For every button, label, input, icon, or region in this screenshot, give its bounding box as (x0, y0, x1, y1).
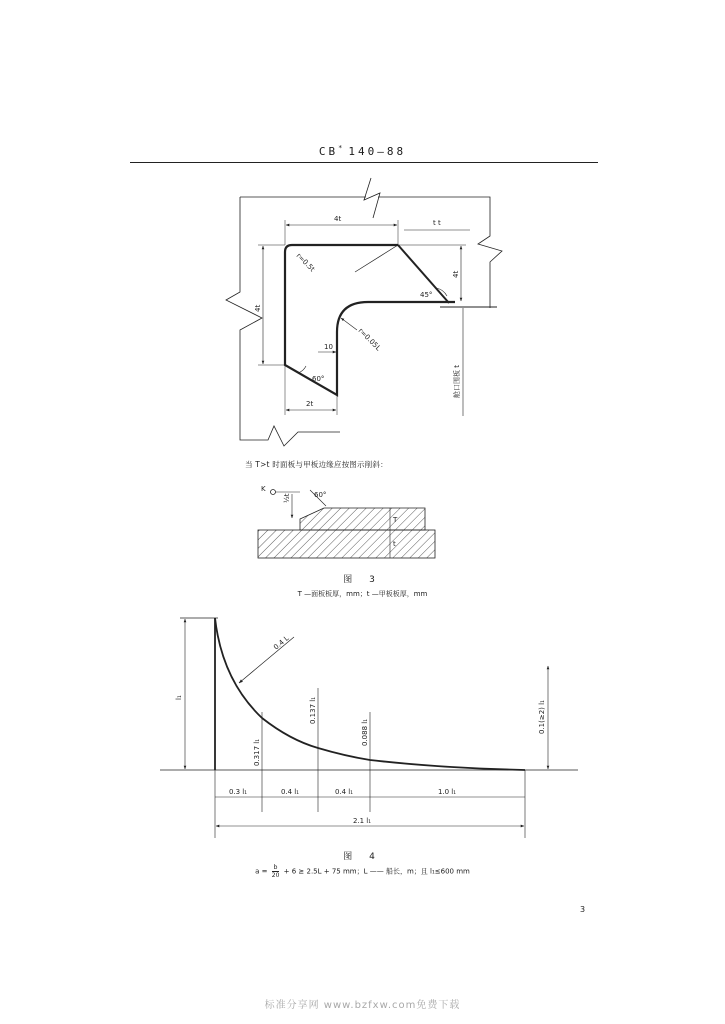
boundary-line-top-right (240, 178, 502, 308)
bend-radius-leader (341, 318, 357, 330)
figure-3-legend: T —面板板厚，mm；t —甲板板厚，mm (297, 590, 428, 598)
formula-lhs: a = (255, 867, 268, 876)
label-detail-slope: ½t (283, 493, 291, 503)
label-dim-gap: 10 (324, 343, 333, 351)
figure-3-note: 当 T>t 时面板与甲板边缘应按图示削斜： (245, 460, 388, 469)
formula-numerator: b (273, 864, 278, 871)
face-plate-section (300, 508, 425, 530)
detail-marker-circle (271, 490, 276, 495)
label-height: l₁ (175, 695, 183, 700)
dim-ext-top (285, 220, 398, 245)
label-dim-left: 4t (254, 304, 262, 312)
formula-fraction (272, 864, 280, 879)
label-ordinate-3: 0.088 l₁ (361, 718, 369, 746)
label-segment-3: 0.4 l₁ (334, 788, 354, 796)
label-right-dim: 0.1(≥2) l₁ (538, 700, 546, 734)
label-cut-angle: 60° (312, 375, 325, 383)
watermark: 标准分享网 www.bzfxw.com免费下载 (264, 1000, 461, 1011)
label-radius: 0.4 L (272, 634, 291, 652)
formula-denominator: 20 (271, 872, 280, 879)
label-chamfer-angle: 45° (420, 291, 433, 299)
label-total: 2.1 l₁ (352, 817, 372, 825)
label-detail-angle: 60° (314, 491, 327, 499)
label-segment-1: 0.3 l₁ (228, 788, 248, 796)
figure-4-caption: 图 4 (343, 852, 382, 862)
figure-3 (226, 178, 502, 446)
label-ordinate-2: 0.137 l₁ (309, 696, 317, 724)
standard-mark: * (338, 144, 343, 152)
label-detail-marker: K (261, 485, 266, 493)
label-bend-radius: r=0.05L (356, 326, 383, 353)
label-segment-2: 0.4 l₁ (280, 788, 300, 796)
label-dim-top: 4t (334, 215, 342, 223)
bracket-inner-line (355, 245, 398, 272)
label-corner-radius: r=0.5t (294, 251, 317, 274)
label-coaming: 舱口围板 t (453, 365, 461, 398)
dim-line-t-pair (398, 230, 470, 245)
figure-4-labels (175, 634, 546, 825)
label-dim-bottom: 2t (306, 400, 314, 408)
figure-4-formula (0, 864, 725, 879)
figure-4 (160, 618, 578, 838)
boundary-line-left-bottom (226, 197, 340, 446)
label-segment-4: 1.0 l₁ (437, 788, 457, 796)
deck-plate-section (258, 530, 435, 558)
page-number: 3 (580, 905, 586, 914)
label-dim-right: 4t (452, 270, 460, 278)
standard-number: 140—88 (348, 145, 407, 158)
label-ordinate-1: 0.317 l₁ (253, 738, 261, 766)
label-deck-plate: t (393, 540, 396, 548)
label-t-pair: t t (433, 219, 441, 227)
figure-3-caption: 图 3 (343, 575, 382, 585)
dim-ext-left (258, 245, 285, 365)
label-face-plate: T (393, 516, 398, 524)
formula-rhs: + 6 ≥ 2.5L + 75 mm；L —— 船长，m；且 l₁≤600 mm (283, 867, 470, 876)
standard-code: CB (318, 145, 339, 158)
